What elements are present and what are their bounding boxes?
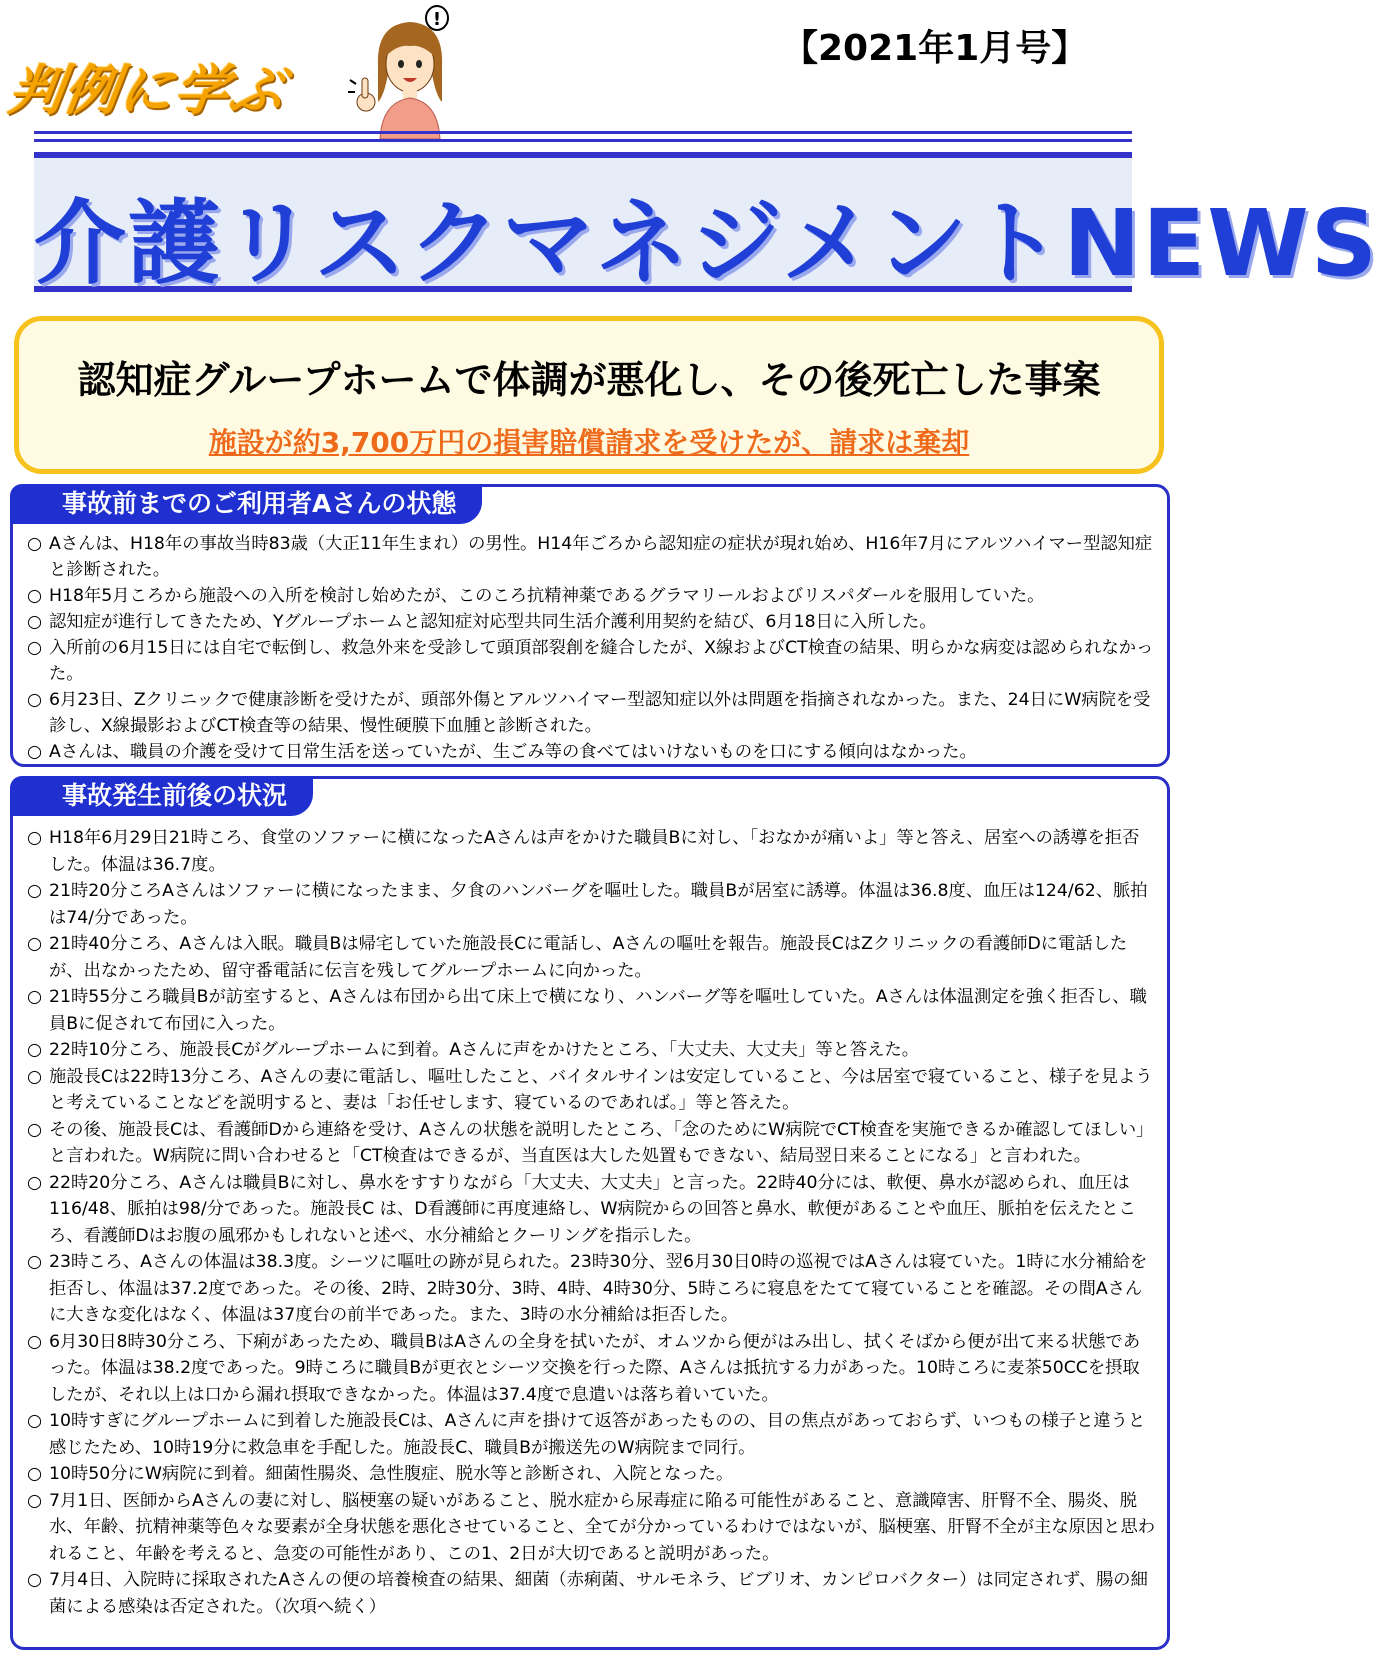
list-item: ○ 6月30日8時30分ころ、下痢があったため、職員BはAさんの全身を拭いたが、オムツから便がはみ出し、拭くそばから便が出て来る状態であった。体温は38.2度であった。9時ころに職員Bが更衣とシーツ交換を行った際、Aさんは抵抗する力があった。10時ころに麦茶50CCを摂取したが、それ以上は口から漏れ摂取できなかった。体温は37.4度で息遣いは落ち着いていた。: [27, 1329, 1155, 1409]
section-before-incident: [10, 484, 1170, 767]
list-item: ○ 施設長Cは22時13分ころ、Aさんの妻に電話し、嘔吐したこと、バイタルサインは安定していること、今は居室で寝ていること、様子を見ようと考えていることなどを説明すると、妻は「お任せします、寝ているのであれば。」等と答えた。: [27, 1064, 1155, 1117]
list-item: ○ 21時55分ころ職員Bが訪室すると、Aさんは布団から出て床上で横になり、ハンバーグ等を嘔吐していた。Aさんは体温測定を強く拒否し、職員Bに促されて布団に入った。: [27, 984, 1155, 1037]
list-item: ○ 22時20分ころ、Aさんは職員Bに対し、鼻水をすすりながら「大丈夫、大丈夫」と言った。22時40分には、軟便、鼻水が認められ、血圧は116/48、脈拍は98/分であった。施設長C は、D看護師に再度連絡し、W病院からの回答と鼻水、軟便があることや血圧、脈拍を伝えたところ、看護師Dはお腹の風邪かもしれないと述べ、水分補給とクーリングを指示した。: [27, 1170, 1155, 1250]
headline-subtitle: 施設が約3,700万円の損害賠償請求を受けたが、請求は棄却: [208, 426, 970, 459]
masthead-rule-top: [34, 131, 1132, 134]
list-item: ○ 23時ころ、Aさんの体温は38.3度。シーツに嘔吐の跡が見られた。23時30分、翌6月30日0時の巡視ではAさんは寝ていた。1時に水分補給を拒否し、体温は37.2度であった。その後、2時、2時30分、3時、4時、4時30分、5時ころに寝息をたてて寝ていることを確認。その間Aさんに大きな変化はなく、体温は37度台の前半であった。また、3時の水分補給は拒否した。: [27, 1249, 1155, 1329]
list-item: ○ 22時10分ころ、施設長Cがグループホームに到着。Aさんに声をかけたところ、「大丈夫、大丈夫」等と答えた。: [27, 1037, 1155, 1064]
masthead: [34, 152, 1379, 297]
list-item: ○ 7月1日、医師からAさんの妻に対し、脳梗塞の疑いがあること、脱水症から尿毒症に陥る可能性があること、意識障害、肝腎不全、腸炎、脱水、年齢、抗精神薬等色々な要素が全身状態を悪化させていること、全てが分かっているわけではないが、脳梗塞、肝腎不全が主な原因と思われること、年齢を考えると、急変の可能性があり、この1、2日が大切であると説明があった。: [27, 1488, 1155, 1568]
section-item-list: [13, 825, 1167, 1620]
masthead-title: 介護リスクマネジメントNEWS: [34, 190, 1379, 297]
masthead-rule-top-2: [34, 139, 1132, 142]
issue-date: 【2021年1月号】: [782, 28, 1088, 69]
section-heading: 事故前までのご利用者Aさんの状態: [10, 484, 482, 524]
list-item: ○ 7月4日、入院時に採取されたAさんの便の培養検査の結果、細菌（赤痢菌、サルモネラ、ビブリオ、カンピロバクター）は同定されず、腸の細菌による感染は否定された。（次項へ続く）: [27, 1567, 1155, 1620]
list-item: ○ 認知症が進行してきたため、Yグループホームと認知症対応型共同生活介護利用契約を結び、6月18日に入所した。: [27, 609, 1155, 635]
mascot-illustration: [340, 4, 480, 139]
headline-box: [14, 316, 1164, 474]
list-item: ○ 入所前の6月15日には自宅で転倒し、救急外来を受診して頭頂部裂創を縫合したが、X線およびCT検査の結果、明らかな病変は認められなかった。: [27, 635, 1155, 687]
list-item: ○ H18年5月ころから施設への入所を検討し始めたが、このころ抗精神薬であるグラマリールおよびリスパダールを服用していた。: [27, 583, 1155, 609]
list-item: ○ 10時すぎにグループホームに到着した施設長Cは、Aさんに声を掛けて返答があったものの、目の焦点があっておらず、いつもの様子と違うと感じたため、10時19分に救急車を手配した。施設長C、職員Bが搬送先のW病院まで同行。: [27, 1408, 1155, 1461]
list-item: ○ Aさんは、職員の介護を受けて日常生活を送っていたが、生ごみ等の食べてはいけないものを口にする傾向はなかった。: [27, 739, 1155, 765]
list-item: ○ 21時20分ころAさんはソファーに横になったまま、夕食のハンバーグを嘔吐した。職員Bが居室に誘導。体温は36.8度、血圧は124/62、脈拍は74/分であった。: [27, 878, 1155, 931]
kicker-title: 判例に学ぶ: [5, 59, 289, 122]
headline-title: 認知症グループホームで体調が悪化し、その後死亡した事案: [77, 358, 1101, 402]
list-item: ○ 10時50分にW病院に到着。細菌性腸炎、急性腹症、脱水等と診断され、入院となった。: [27, 1461, 1155, 1488]
section-item-list: [13, 531, 1167, 765]
list-item: ○ Aさんは、H18年の事故当時83歳（大正11年生まれ）の男性。H14年ごろから認知症の症状が現れ始め、H16年7月にアルツハイマー型認知症と診断された。: [27, 531, 1155, 583]
list-item: ○ その後、施設長Cは、看護師Dから連絡を受け、Aさんの状態を説明したところ、「念のためにW病院でCT検査を実施できるか確認してほしい」と言われた。W病院に問い合わせると「CT検査はできるが、当直医は大した処置もできない、結局翌日来ることになる」と言われた。: [27, 1117, 1155, 1170]
section-incident-timeline: [10, 776, 1170, 1650]
list-item: ○ 6月23日、Zクリニックで健康診断を受けたが、頭部外傷とアルツハイマー型認知症以外は問題を指摘されなかった。また、24日にW病院を受診し、X線撮影およびCT検査等の結果、慢性硬膜下血腫と診断された。: [27, 687, 1155, 739]
section-heading: 事故発生前後の状況: [10, 776, 313, 816]
list-item: ○ H18年6月29日21時ころ、食堂のソファーに横になったAさんは声をかけた職員Bに対し、「おなかが痛いよ」等と答え、居室への誘導を拒否した。体温は36.7度。: [27, 825, 1155, 878]
mascot-exclaim: !: [432, 9, 442, 30]
list-item: ○ 21時40分ころ、Aさんは入眠。職員Bは帰宅していた施設長Cに電話し、Aさんの嘔吐を報告。施設長CはZクリニックの看護師Dに電話したが、出なかったため、留守番電話に伝言を残してグループホームに向かった。: [27, 931, 1155, 984]
